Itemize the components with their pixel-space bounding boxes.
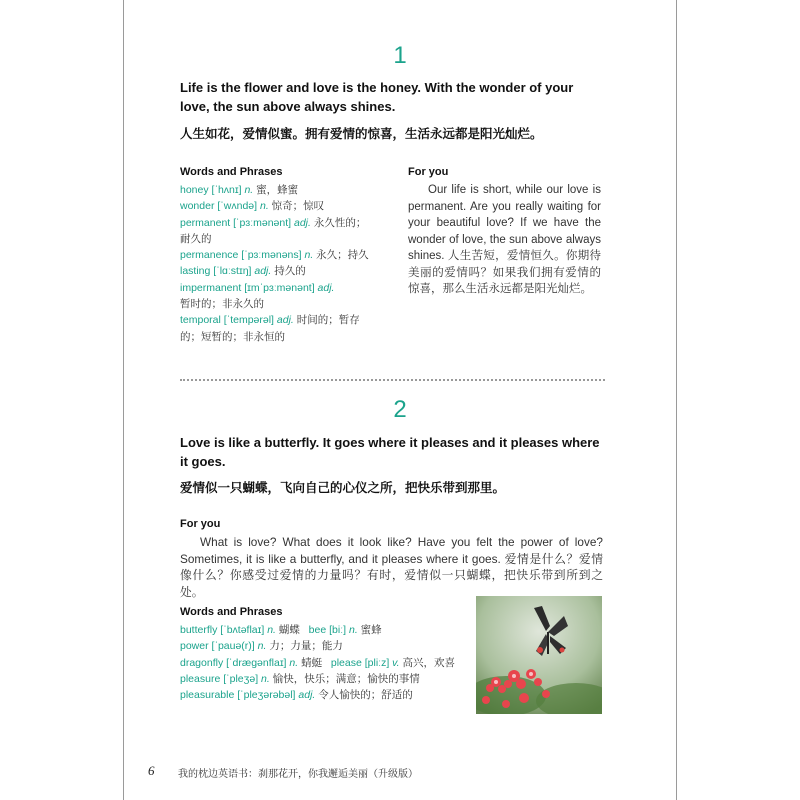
vocab-list-1: [180, 182, 380, 345]
vocab-pos: n.: [267, 624, 276, 636]
vocab-pos: n.: [304, 249, 314, 262]
vocab-word: pleasure: [180, 672, 221, 685]
vocab-word: butterfly: [180, 624, 218, 636]
vocab-pos: adj.: [254, 265, 272, 278]
vocab-word: temporal: [180, 314, 221, 327]
for-you-text-2: What is love? What does it look like? Have you felt the power of love? Sometimes, it is like a butterfly, and it pleases where it goes. 爱情是什么？爱情像什么？你感受过爱情的力量吗？有时，爱情似一只蝴蝶，把快乐带到所到之处。: [180, 535, 603, 599]
vocab-meaning: 力；力量；能力: [269, 640, 343, 653]
quote-cn-2: 爱情似一只蝴蝶，飞向自己的心仪之所，把快乐带到那里。: [180, 481, 506, 495]
vocab-meaning: 蜜蜂: [360, 624, 382, 636]
vocab-meaning: 蝴蝶: [278, 624, 300, 636]
vocab-ipa: [ɪmˈpɜːmənənt]: [244, 281, 315, 294]
vocab-pos: n.: [289, 656, 299, 669]
vocab-ipa: [ˈpauə(r)]: [211, 640, 255, 653]
vocab-pos: n.: [244, 184, 254, 196]
vocab-pos: n.: [261, 672, 270, 685]
vocab-entry: [180, 263, 380, 279]
vocab-pos: n.: [257, 640, 267, 653]
vocab-pos: n.: [259, 200, 269, 213]
for-you-heading-2: For you: [180, 518, 221, 530]
vocab-meaning: 永久；持久: [316, 249, 369, 262]
section-number-1: 1: [393, 42, 407, 69]
vocab-ipa: [ˈpleʒə]: [223, 672, 259, 685]
vocab-word: impermanent: [180, 281, 242, 294]
vocab-pos: adj.: [298, 689, 316, 702]
vocab-meaning: 时间的；暂存: [296, 314, 360, 327]
vocab-ipa: [ˈtempərəl]: [223, 314, 274, 327]
vocab-word: please: [330, 656, 362, 669]
vocab-meaning-cont: 的；短暂的；非永恒的: [180, 330, 285, 343]
section-divider: [180, 379, 605, 381]
quote-cn-1: 人生如花，爱情似蜜。拥有爱情的惊喜，生活永远都是阳光灿烂。: [180, 127, 543, 141]
vocab-entry-continued: [180, 296, 380, 312]
vocab-meaning: 愉快，快乐；满意；愉快的事情: [272, 672, 420, 685]
vocab-entry: [180, 312, 380, 328]
vocab-word: honey: [180, 184, 209, 196]
vocab-line: [180, 671, 470, 687]
vocab-list-2: [180, 622, 470, 703]
vocab-ipa: [ˈwʌndə]: [217, 200, 258, 213]
vocab-ipa: [ˈhʌnɪ]: [211, 184, 242, 196]
vocab-line: [180, 687, 470, 703]
vocab-ipa: [ˈbʌtəflaɪ]: [220, 624, 265, 636]
butterfly-flower-illustration: [476, 596, 602, 714]
vocab-entry: [180, 215, 380, 231]
butterfly-photo: [476, 596, 602, 714]
vocab-ipa: [biː]: [329, 624, 347, 636]
vocab-meaning: 高兴，欢喜: [402, 656, 455, 669]
vocab-pos: v.: [392, 656, 400, 669]
vocab-entry-continued: [180, 329, 380, 345]
vocab-ipa: [ˈpɜːmənənt]: [233, 216, 292, 229]
vocab-ipa: [ˈpleʒərəbəl]: [237, 689, 296, 702]
vocab-pos: n.: [348, 624, 358, 636]
quote-en-2: Love is like a butterfly. It goes where it pleases and it pleases where it goes.: [180, 435, 600, 469]
vocab-meaning: 永久性的；: [313, 216, 367, 229]
vocab-line: [180, 622, 470, 638]
vocab-meaning: 持久的: [274, 265, 306, 278]
vocab-line: [180, 655, 470, 671]
vocab-entry: [180, 280, 380, 296]
vocab-meaning-cont: 耐久的: [180, 232, 212, 245]
words-heading-1: Words and Phrases: [180, 166, 283, 178]
vocab-word: pleasurable: [180, 689, 235, 702]
vocab-word: wonder: [180, 200, 215, 213]
section-number-2: 2: [393, 396, 407, 423]
vocab-word: dragonfly: [180, 656, 224, 669]
vocab-line: [180, 638, 470, 654]
vocab-ipa: [ˈdrægənflaɪ]: [226, 656, 287, 669]
vocab-ipa: [pliːz]: [364, 656, 390, 669]
vocab-word: lasting: [180, 265, 211, 278]
vocab-entry: [180, 247, 380, 263]
vocab-word: permanent: [180, 216, 231, 229]
vocab-meaning: 蜜，蜂蜜: [256, 184, 299, 196]
book-title: 我的枕边英语书：刹那花开，你我邂逅美丽（升级版）: [178, 769, 418, 780]
vocab-word: power: [180, 640, 209, 653]
words-heading-2: Words and Phrases: [180, 606, 283, 618]
vocab-meaning: 惊奇；惊叹: [271, 200, 325, 213]
vocab-pos: adj.: [276, 314, 294, 327]
vocab-meaning: 蜻蜓: [301, 656, 323, 669]
for-you-text-1: Our life is short, while our love is permanent. Are you really waiting for your beautiful love? If we have the wonder of love, the sun above always shines. 人生苦短，爱情恒久。你期待美丽的爱情吗？如果我们拥有爱情的惊喜，那么生活永远都是阳光灿烂。: [408, 184, 601, 295]
vocab-entry: [180, 182, 380, 198]
vocab-meaning: 令人愉快的；舒适的: [318, 689, 413, 702]
vocab-word: permanence: [180, 249, 239, 262]
vocab-ipa: [ˈpɜːmənəns]: [241, 249, 302, 262]
page-number: 6: [148, 763, 155, 778]
for-you-heading-1: For you: [408, 166, 449, 178]
vocab-pos: adj.: [293, 216, 311, 229]
vocab-entry: [180, 198, 380, 214]
vocab-pos: adj.: [317, 281, 335, 294]
vocab-word: bee: [308, 624, 327, 636]
quote-en-1: Life is the flower and love is the honey. With the wonder of your love, the sun above always shines.: [180, 80, 574, 114]
vocab-entry-continued: [180, 231, 380, 247]
vocab-ipa: [ˈlɑːstɪŋ]: [213, 265, 252, 278]
vocab-meaning-cont: 暂时的；非永久的: [180, 298, 264, 311]
